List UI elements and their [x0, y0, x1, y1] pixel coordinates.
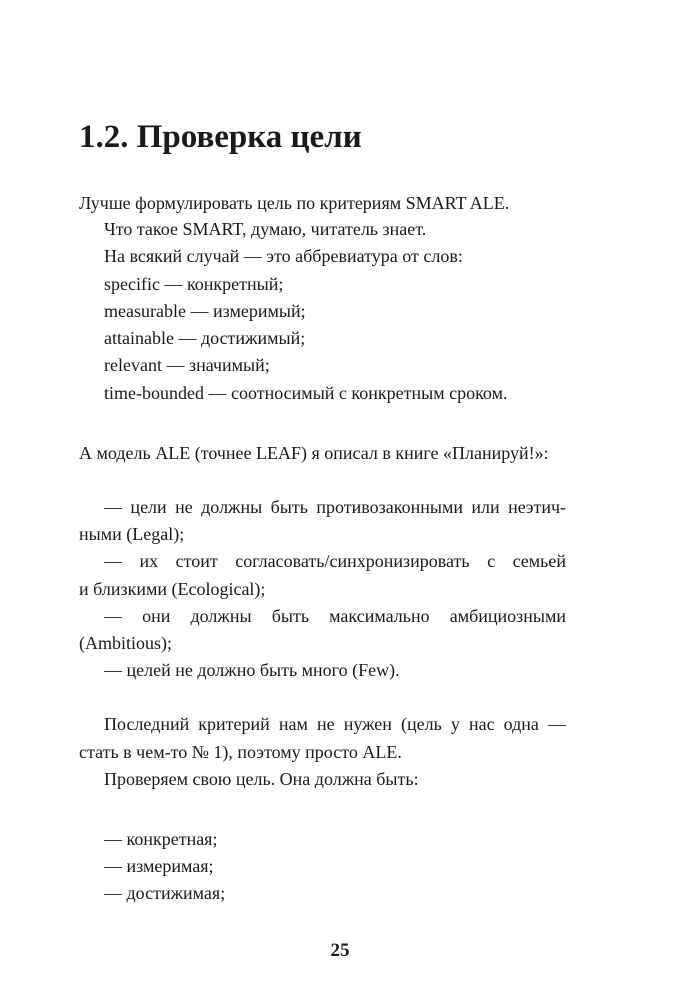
- leaf-item-line: (Ambitious);: [79, 633, 172, 653]
- smart-item: time-bounded — соотносимый с конкретным сроком.: [104, 383, 508, 403]
- smart-item: specific — конкретный;: [104, 274, 284, 294]
- conclusion-line-1: Последний критерий нам не нужен (цель у нас одна —: [104, 714, 566, 734]
- conclusion-line-2: стать в чем-то № 1), поэтому просто ALE.: [79, 742, 402, 762]
- leaf-item-line: — их стоит согласовать/синхронизировать с семьей: [104, 551, 566, 571]
- intro-line-1: Лучше формулировать цель по критериям SMART ALE.: [79, 193, 510, 213]
- leaf-intro: А модель ALE (точнее LEAF) я описал в книге «Планируй!»:: [79, 443, 549, 463]
- smart-item: measurable — измеримый;: [104, 301, 306, 321]
- intro-line-2: Что такое SMART, думаю, читатель знает.: [104, 219, 427, 239]
- section-heading: 1.2. Проверка цели: [79, 119, 362, 155]
- smart-item: relevant — значимый;: [104, 355, 270, 375]
- smart-item: attainable — достижимый;: [104, 328, 306, 348]
- leaf-item-line: — целей не должно быть много (Few).: [104, 660, 400, 680]
- leaf-item-line: и близкими (Ecological);: [79, 579, 266, 599]
- page-number: 25: [330, 940, 350, 961]
- leaf-item-line: — цели не должны быть противозаконными или неэтич-: [104, 497, 566, 517]
- intro-line-3: На всякий случай — это аббревиатура от слов:: [104, 246, 463, 266]
- check-item: — достижимая;: [104, 883, 226, 903]
- check-item: — измеримая;: [104, 856, 214, 876]
- leaf-item-line: ными (Legal);: [79, 524, 185, 544]
- conclusion-line-3: Проверяем свою цель. Она должна быть:: [104, 769, 419, 789]
- leaf-item-line: — они должны быть максимально амбициозными: [104, 606, 566, 626]
- check-item: — конкретная;: [104, 829, 218, 849]
